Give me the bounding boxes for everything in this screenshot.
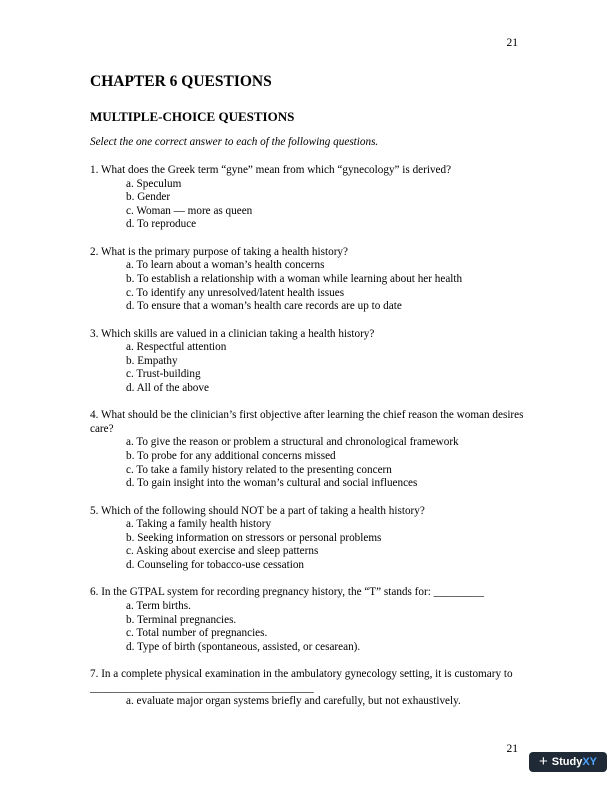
question-list bbox=[90, 164, 530, 723]
option: a. Taking a family health history bbox=[126, 518, 272, 531]
option: a. To learn about a woman’s health concerns bbox=[126, 259, 325, 272]
plus-icon: + bbox=[538, 753, 548, 770]
question-text: 1. What does the Greek term “gyne” mean from which “gynecology” is derived? bbox=[90, 164, 452, 176]
question-6 bbox=[90, 586, 530, 654]
option-list bbox=[90, 178, 530, 232]
question-4 bbox=[90, 409, 530, 491]
option: c. Total number of pregnancies. bbox=[126, 627, 268, 640]
question-text: 6. In the GTPAL system for recording pregnancy history, the “T” stands for: _________ bbox=[90, 586, 484, 599]
page-number-top: 21 bbox=[506, 37, 518, 49]
option: c. To take a family history related to the presenting concern bbox=[126, 463, 392, 476]
question-2 bbox=[90, 246, 530, 314]
option: b. Terminal pregnancies. bbox=[126, 613, 237, 626]
option: c. To identify any unresolved/latent health issues bbox=[126, 286, 345, 299]
instructions: Select the one correct answer to each of the following questions. bbox=[90, 136, 379, 148]
option: b. To probe for any additional concerns missed bbox=[126, 450, 336, 463]
question-text: 7. In a complete physical examination in the ambulatory gynecology setting, it is customary to ________________________________________ bbox=[90, 668, 513, 694]
option: b. Gender bbox=[126, 191, 171, 204]
option-list bbox=[90, 341, 530, 395]
option-list bbox=[90, 518, 530, 572]
studyxy-badge[interactable] bbox=[529, 752, 607, 772]
option: d. To reproduce bbox=[126, 218, 197, 231]
option: a. Respectful attention bbox=[126, 341, 227, 354]
option-list bbox=[90, 436, 530, 490]
question-7 bbox=[90, 668, 530, 709]
question-1 bbox=[90, 164, 530, 232]
page-number-bottom: 21 bbox=[506, 743, 518, 755]
section-title: MULTIPLE-CHOICE QUESTIONS bbox=[90, 109, 295, 124]
question-text: 2. What is the primary purpose of taking a health history? bbox=[90, 245, 348, 258]
option: a. Speculum bbox=[126, 177, 182, 190]
option: b. To establish a relationship with a woman while learning about her health bbox=[126, 272, 463, 285]
option: b. Empathy bbox=[126, 354, 178, 367]
option-list bbox=[90, 600, 530, 654]
question-text: 5. Which of the following should NOT be a part of taking a health history? bbox=[90, 504, 425, 517]
option-list bbox=[90, 695, 530, 709]
option: d. To ensure that a woman’s health care records are up to date bbox=[126, 300, 402, 313]
question-text: 3. Which skills are valued in a clinician taking a health history? bbox=[90, 327, 375, 340]
option: a. evaluate major organ systems briefly and carefully, but not exhaustively. bbox=[126, 695, 461, 708]
option: b. Seeking information on stressors or personal problems bbox=[126, 531, 382, 544]
chapter-title: CHAPTER 6 QUESTIONS bbox=[90, 73, 272, 90]
brand-name: StudyXY bbox=[551, 756, 597, 768]
question-3 bbox=[90, 328, 530, 396]
option: d. All of the above bbox=[126, 381, 209, 394]
option: d. Counseling for tobacco-use cessation bbox=[126, 559, 305, 572]
option: c. Woman — more as queen bbox=[126, 204, 253, 217]
option-list bbox=[90, 259, 530, 313]
option: a. To give the reason or problem a structural and chronological framework bbox=[126, 436, 459, 449]
option: c. Asking about exercise and sleep patterns bbox=[126, 545, 319, 558]
question-text: 4. What should be the clinician’s first objective after learning the chief reason the woman desires care? bbox=[90, 409, 524, 435]
option: a. Term births. bbox=[126, 600, 191, 613]
question-5 bbox=[90, 505, 530, 573]
option: d. Type of birth (spontaneous, assisted, or cesarean). bbox=[126, 640, 361, 653]
option: d. To gain insight into the woman’s cultural and social influences bbox=[126, 477, 418, 490]
option: c. Trust-building bbox=[126, 368, 201, 381]
